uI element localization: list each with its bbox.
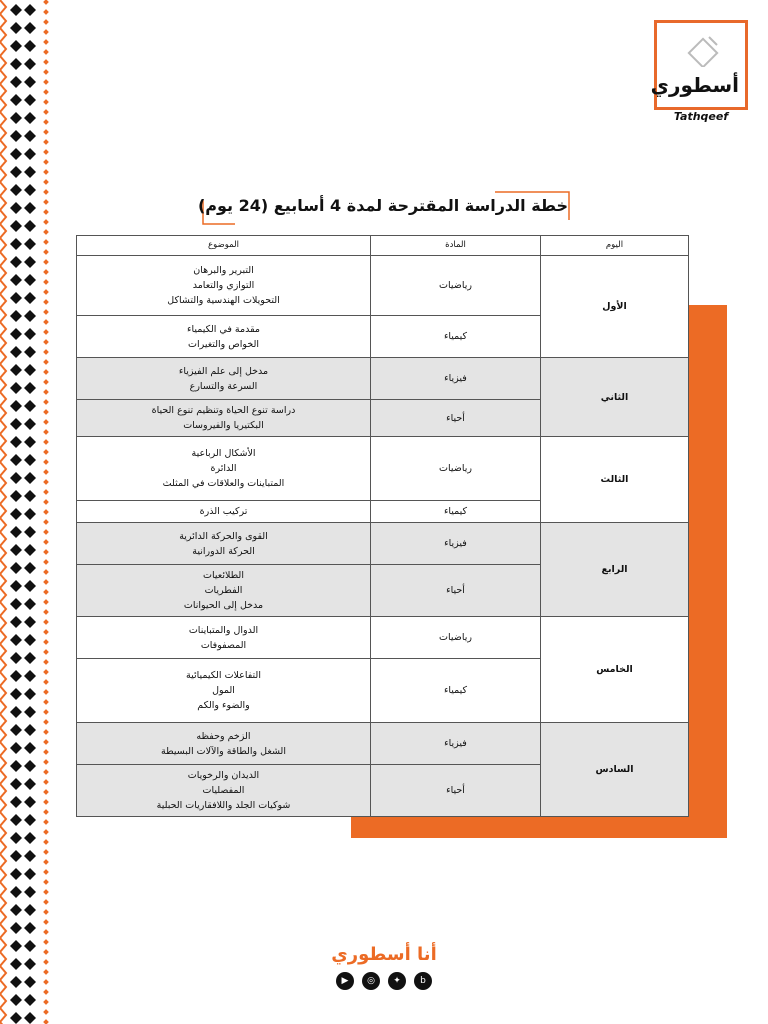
subject-cell: أحياء: [371, 765, 541, 817]
social-icons: [334, 972, 434, 992]
subject-cell: كيمياء: [371, 501, 541, 523]
youtube-icon[interactable]: ▶: [336, 972, 354, 990]
topic-cell: [77, 523, 371, 565]
topic-line: مقدمة في الكيمياء: [187, 323, 260, 335]
day-cell: الخامس: [541, 617, 689, 723]
header-subject: المادة: [371, 236, 541, 256]
subject-cell: أحياء: [371, 400, 541, 437]
table-row: [77, 723, 689, 765]
topic-line: الحركة الدورانية: [192, 545, 255, 557]
topic-line: القوى والحركة الدائرية: [179, 530, 268, 542]
subject-cell: رياضيات: [371, 617, 541, 659]
topic-line: شوكيات الجلد واللافقاريات الحبلية: [156, 800, 291, 811]
topic-line: الخواص والتغيرات: [188, 338, 259, 350]
day-cell: الرابع: [541, 523, 689, 617]
topic-line: التبرير والبرهان: [193, 265, 254, 276]
header-topic: الموضوع: [77, 236, 371, 256]
topic-cell: [77, 358, 371, 400]
topic-cell: [77, 659, 371, 723]
topic-line: الشغل والطاقة والآلات البسيطة: [161, 745, 286, 757]
subject-cell: كيمياء: [371, 659, 541, 723]
topic-line: الديدان والرخويات: [187, 770, 260, 781]
logo-arabic-text: أسطوري: [650, 73, 739, 97]
logo-english-text: Tathqeef: [673, 110, 729, 123]
topic-line: مدخل إلى علم الفيزياء: [178, 365, 269, 377]
table-row: [77, 437, 689, 501]
topic-line: الأشكال الرباعية: [191, 448, 256, 459]
subject-cell: فيزياء: [371, 358, 541, 400]
title-area: [195, 190, 571, 230]
topic-line: والضوء والكم: [197, 700, 250, 711]
topic-cell: [77, 565, 371, 617]
topic-cell: [77, 256, 371, 316]
topic-line: الدوال والمتباينات: [188, 624, 259, 636]
topic-line: التفاعلات الكيميائية: [186, 670, 261, 681]
topic-line: المفصليات: [202, 785, 245, 796]
page-title: خطة الدراسة المقترحة لمدة 4 أسابيع (24 يوم): [197, 196, 569, 215]
topic-line: التوازي والتعامد: [192, 280, 255, 291]
subject-cell: كيمياء: [371, 316, 541, 358]
topic-line: الدائرة: [210, 463, 237, 474]
brand-icon[interactable]: b: [414, 972, 432, 990]
subject-cell: رياضيات: [371, 437, 541, 501]
topic-line: المتباينات والعلاقات في المثلث: [162, 478, 285, 489]
table-row: [77, 256, 689, 316]
header-day: اليوم: [541, 236, 689, 256]
topic-cell: [77, 437, 371, 501]
topic-line: تركيب الذرة: [199, 506, 248, 517]
instagram-icon[interactable]: ◎: [362, 972, 380, 990]
topic-line: المول: [212, 685, 235, 696]
topic-cell: [77, 400, 371, 437]
logo-mark-icon: [687, 35, 721, 67]
topic-line: مدخل إلى الحيوانات: [183, 600, 264, 611]
twitter-icon[interactable]: ✦: [388, 972, 406, 990]
table-row: [77, 523, 689, 565]
topic-line: المصفوفات: [200, 639, 247, 651]
subject-cell: فيزياء: [371, 723, 541, 765]
study-plan-table: [76, 235, 689, 817]
day-cell: الأول: [541, 256, 689, 358]
logo-box: [650, 20, 748, 110]
day-cell: الثاني: [541, 358, 689, 437]
table-row: [77, 358, 689, 400]
topic-line: الطلائعيات: [203, 570, 244, 581]
topic-line: الفطريات: [204, 585, 243, 596]
topic-line: دراسة تنوع الحياة وتنظيم تنوع الحياة: [151, 405, 296, 416]
topic-cell: [77, 765, 371, 817]
table-header-row: [77, 236, 689, 256]
topic-line: التحويلات الهندسية والتشاكل: [167, 295, 280, 306]
day-cell: الثالث: [541, 437, 689, 523]
topic-cell: [77, 316, 371, 358]
subject-cell: فيزياء: [371, 523, 541, 565]
topic-line: البكتيريا والفيروسات: [183, 420, 264, 431]
topic-cell: [77, 501, 371, 523]
topic-line: الزخم وحفظه: [196, 730, 251, 742]
day-cell: السادس: [541, 723, 689, 817]
subject-cell: رياضيات: [371, 256, 541, 316]
topic-cell: [77, 723, 371, 765]
footer-title: أنا أسطوري: [331, 944, 437, 965]
topic-cell: [77, 617, 371, 659]
topic-line: السرعة والتسارع: [189, 380, 258, 392]
table-row: [77, 617, 689, 659]
decorative-border: [0, 0, 52, 1024]
subject-cell: أحياء: [371, 565, 541, 617]
